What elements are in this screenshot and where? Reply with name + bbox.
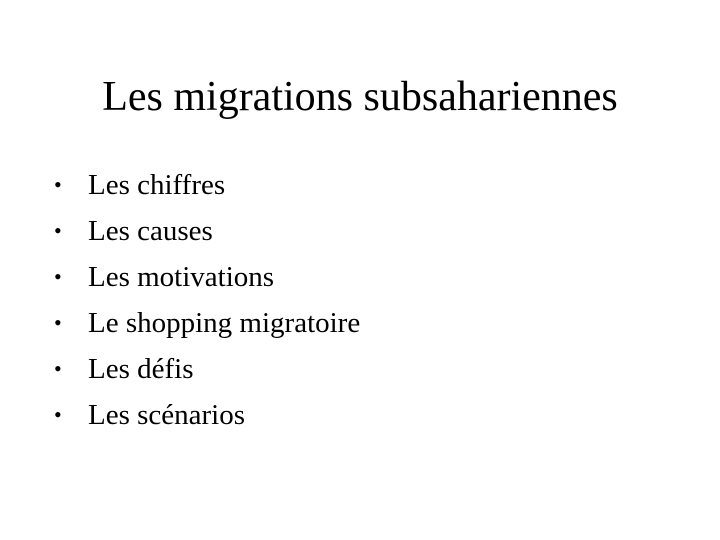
bullet-icon: • xyxy=(54,218,62,243)
list-item xyxy=(54,208,674,254)
list-item xyxy=(54,392,674,438)
bullet-list xyxy=(54,162,674,438)
bullet-icon: • xyxy=(54,402,62,427)
list-item-text: Les motivations xyxy=(88,261,275,293)
list-item xyxy=(54,300,674,346)
list-item xyxy=(54,346,674,392)
list-item-text: Les causes xyxy=(88,215,213,247)
bullet-icon: • xyxy=(54,264,62,289)
bullet-icon: • xyxy=(54,356,62,381)
bullet-icon: • xyxy=(54,172,62,197)
list-item-text: Les défis xyxy=(88,353,194,385)
list-item xyxy=(54,254,674,300)
list-item-text: Les scénarios xyxy=(88,399,246,431)
list-item-text: Le shopping migratoire xyxy=(88,307,361,339)
list-item xyxy=(54,162,674,208)
list-item-text: Les chiffres xyxy=(88,169,226,201)
bullet-icon: • xyxy=(54,310,62,335)
slide-title: Les migrations subsahariennes xyxy=(102,74,618,120)
